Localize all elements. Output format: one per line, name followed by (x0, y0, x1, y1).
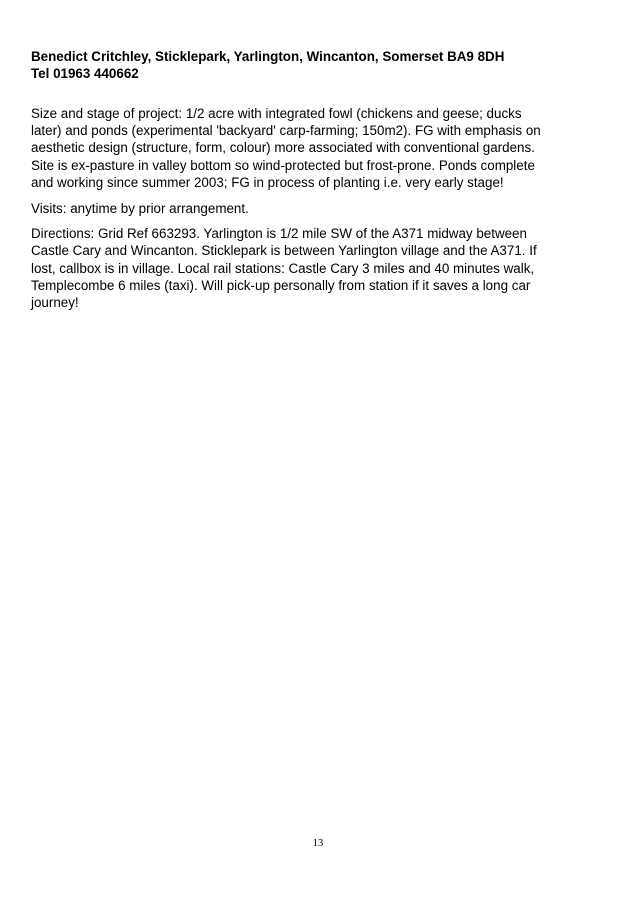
text-line: journey! (31, 295, 79, 311)
text-line: Castle Cary and Wincanton. Sticklepark is between Yarlington village and the A371. If (31, 243, 537, 259)
text-line: Size and stage of project: 1/2 acre with integrated fowl (chickens and geese; ducks (31, 106, 522, 121)
contact-name-address: Benedict Critchley, Sticklepark, Yarlington, Wincanton, Somerset BA9 8DH (31, 49, 505, 64)
text-line: Directions: Grid Ref 663293. Yarlington is 1/2 mile SW of the A371 midway between (31, 226, 527, 242)
directions-paragraph (31, 225, 611, 311)
text-line: Templecombe 6 miles (taxi). Will pick-up personally from station if it saves a long car (31, 277, 531, 293)
text-line: Visits: anytime by prior arrangement. (31, 200, 249, 216)
body-text (31, 105, 611, 320)
text-line: later) and ponds (experimental 'backyard' carp-farming; 150m2). FG with emphasis on (31, 123, 541, 139)
page-number: 13 (312, 838, 324, 849)
text-line: aesthetic design (structure, form, colour) more associated with conventional gardens. (31, 140, 535, 156)
text-line: Site is ex-pasture in valley bottom so wind-protected but frost-prone. Ponds complete (31, 157, 535, 173)
contact-header (31, 48, 611, 82)
project-description-paragraph (31, 105, 611, 191)
visits-paragraph (31, 200, 611, 217)
text-line: lost, callbox is in village. Local rail stations: Castle Cary 3 miles and 40 minutes walk, (31, 260, 535, 276)
text-line: and working since summer 2003; FG in process of planting i.e. very early stage! (31, 174, 504, 190)
contact-telephone: Tel 01963 440662 (31, 66, 139, 81)
